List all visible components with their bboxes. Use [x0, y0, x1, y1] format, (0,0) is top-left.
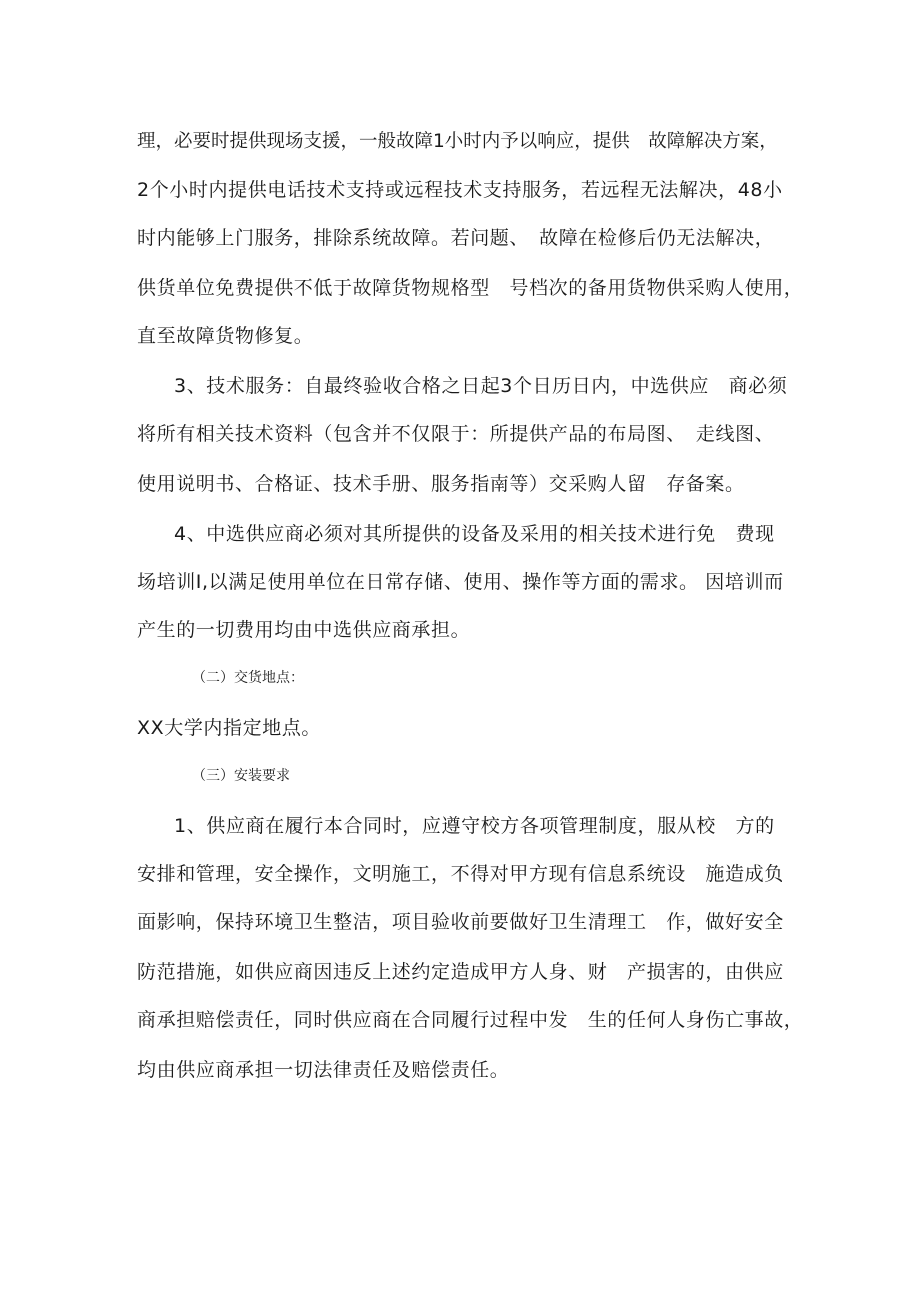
- text-line-13: XX大学内指定地点。: [137, 717, 322, 739]
- text-line-7: 将所有相关技术资料（包含并不仅限于：所提供产品的布局图、 走线图、: [137, 423, 775, 445]
- text-line-17: 面影响，保持环境卫生整洁，项目验收前要做好卫生清理工 作，做好安全: [137, 911, 784, 933]
- text-line-2: 2个小时内提供电话技术支持或远程技术支持服务，若远程无法解决，48小: [137, 179, 783, 201]
- text-line-16: 安排和管理，安全操作，文明施工，不得对甲方现有信息系统设 施造成负: [137, 863, 784, 885]
- text-line-3: 时内能够上门服务，排除系统故障。若问题、 故障在检修后仍无法解决，: [137, 227, 775, 249]
- section-heading-delivery: （二）交货地点：: [192, 670, 304, 686]
- text-line-4: 供货单位免费提供不低于故障货物规格型 号档次的备用货物供采购人使用，: [137, 277, 804, 299]
- text-line-15: 1、供应商在履行本合同时，应遵守校方各项管理制度，服从校 方的: [174, 815, 775, 837]
- text-line-10: 场培训I,以满足使用单位在日常存储、使用、操作等方面的需求。 因培训而: [137, 571, 784, 593]
- text-line-19: 商承担赔偿责任，同时供应商在合同履行过程中发 生的任何人身伤亡事故，: [137, 1009, 804, 1031]
- text-line-8: 使用说明书、合格证、技术手册、服务指南等）交采购人留 存备案。: [137, 473, 745, 495]
- text-line-5: 直至故障货物修复。: [137, 325, 314, 347]
- text-line-9: 4、中选供应商必须对其所提供的设备及采用的相关技术进行免 费现: [174, 523, 775, 545]
- section-heading-installation: （三）安装要求: [192, 768, 290, 784]
- text-line-11: 产生的一切费用均由中选供应商承担。: [137, 619, 471, 641]
- text-line-18: 防范措施，如供应商因违反上述约定造成甲方人身、财 产损害的，由供应: [137, 961, 784, 983]
- text-line-6: 3、技术服务：自最终验收合格之日起3个日历日内，中选供应 商必须: [174, 375, 788, 397]
- text-line-1: 理，必要时提供现场支援，一般故障1小时内予以响应，提供 故障解决方案，: [137, 131, 778, 152]
- text-line-20: 均由供应商承担一切法律责任及赔偿责任。: [137, 1059, 510, 1081]
